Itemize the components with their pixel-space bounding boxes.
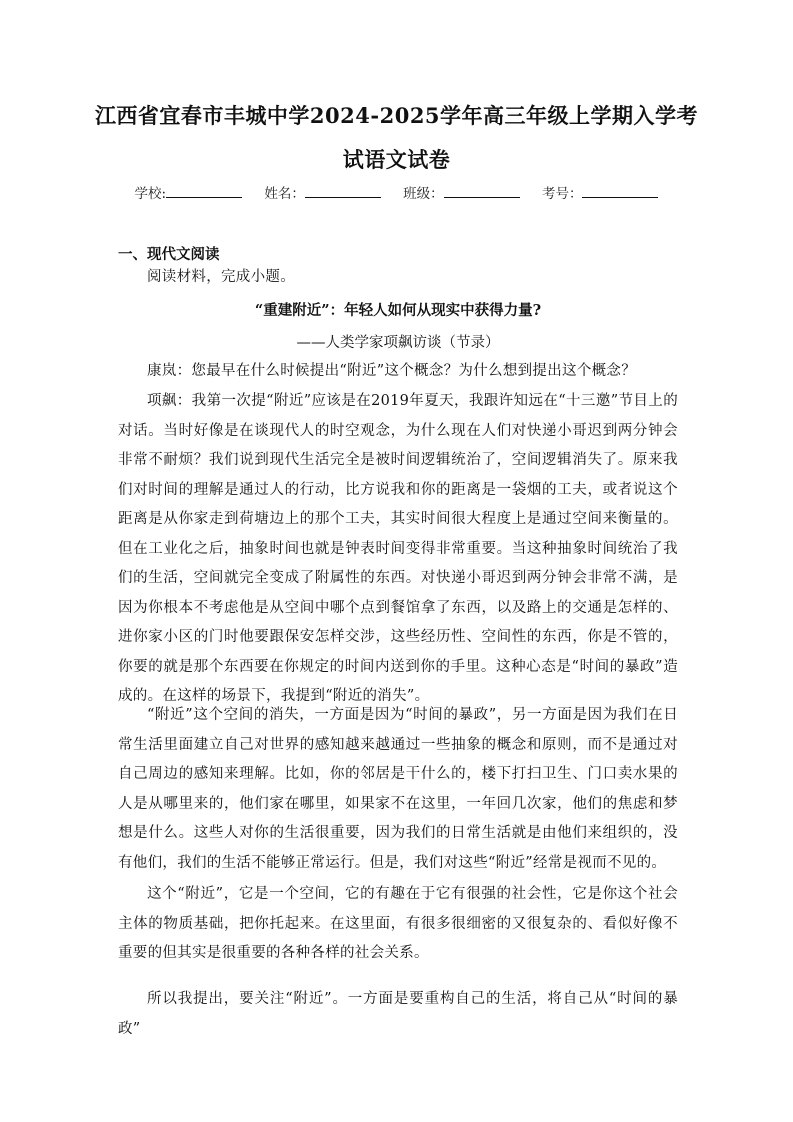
paragraph: 这个“附近”，它是一个空间，它的有趣在于它有很强的社会性，它是你这个社会主体的物质基础，把你托起来。在这里面，有很多很细密的又很复杂的、看似好像不重要的但其实是很重要的各种各样的社会关系。 (118, 886, 678, 961)
school-blank[interactable] (166, 185, 242, 198)
exam-title-line2: 试语文试卷 (342, 147, 451, 172)
paragraph: 项飙：我第一次提“附近”应该是在2019年夏天，我跟许知远在“十三邀”节目上的对话。当时好像是在谈现代人的时空观念，为什么现在人们对快递小哥迟到两分钟会非常不耐烦？我们说到现代生活完全是被时间逻辑统治了，空间逻辑消失了。原来我们对时间的理解是通过人的行动，比方说我和你的距离是一袋烟的工夫，或者说这个距离是从你家走到荷塘边上的那个工夫，其实时间很大程度上是通过空间来衡量的。但在工业化之后，抽象时间也就是钟表时间变得非常重要。当这种抽象时间统治了我们的生活，空间就完全变成了附属性的东西。对快递小哥迟到两分钟会非常不满，是因为你根本不考虑他是从空间中哪个点到餐馆拿了东西，以及路上的交通是怎样的、进你家小区的门时他要跟保安怎样交涉，这些经历性、空间性的东西，你是不管的，你要的就是那个东西要在你规定的时间内送到你的手里。这种心态是“时间的暴政”造成的。在这样的场景下，我提到“附近的消失”。 (118, 393, 678, 704)
paragraph: 康岚：您最早在什么时候提出“附近”这个概念？为什么想到提出这个概念？ (147, 363, 637, 379)
exam-no-blank[interactable] (582, 185, 658, 198)
paragraph: “附近”这个空间的消失，一方面是因为“时间的暴政”，另一方面是因为我们在日常生活里面建立自己对世界的感知越来越通过一些抽象的概念和原则，而不是通过对自己周边的感知来理解。比如，你的邻居是干什么的，楼下打扫卫生、门口卖水果的人是从哪里来的，他们家在哪里，如果家不在这里，一年回几次家，他们的焦虑和梦想是什么。这些人对你的生活很重要，因为我们的日常生活就是由他们来组织的，没有他们，我们的生活不能够正常运行。但是，我们对这些“附近”经常是视而不见的。 (118, 707, 678, 871)
article-title: “重建附近”：年轻人如何从现实中获得力量? (254, 302, 542, 319)
class-label: 班级： (403, 186, 444, 202)
exam-title-line1: 江西省宜春市丰城中学2024-2025学年高三年级上学期入学考 (94, 103, 699, 128)
name-blank[interactable] (305, 185, 381, 198)
school-label: 学校: (134, 186, 167, 202)
class-blank[interactable] (444, 185, 520, 198)
paragraph: 所以我提出，要关注“附近”。一方面是要重构自己的生活，将自己从“时间的暴政” (118, 991, 678, 1037)
exam-no-label: 考号： (541, 186, 583, 202)
article-subtitle: ——人类学家项飙访谈（节录） (296, 335, 500, 351)
name-label: 姓名： (264, 186, 305, 202)
section-instruction: 阅读材料，完成小题。 (147, 269, 295, 285)
section-heading: 一、现代文阅读 (118, 246, 220, 263)
student-info-row (0, 182, 793, 202)
